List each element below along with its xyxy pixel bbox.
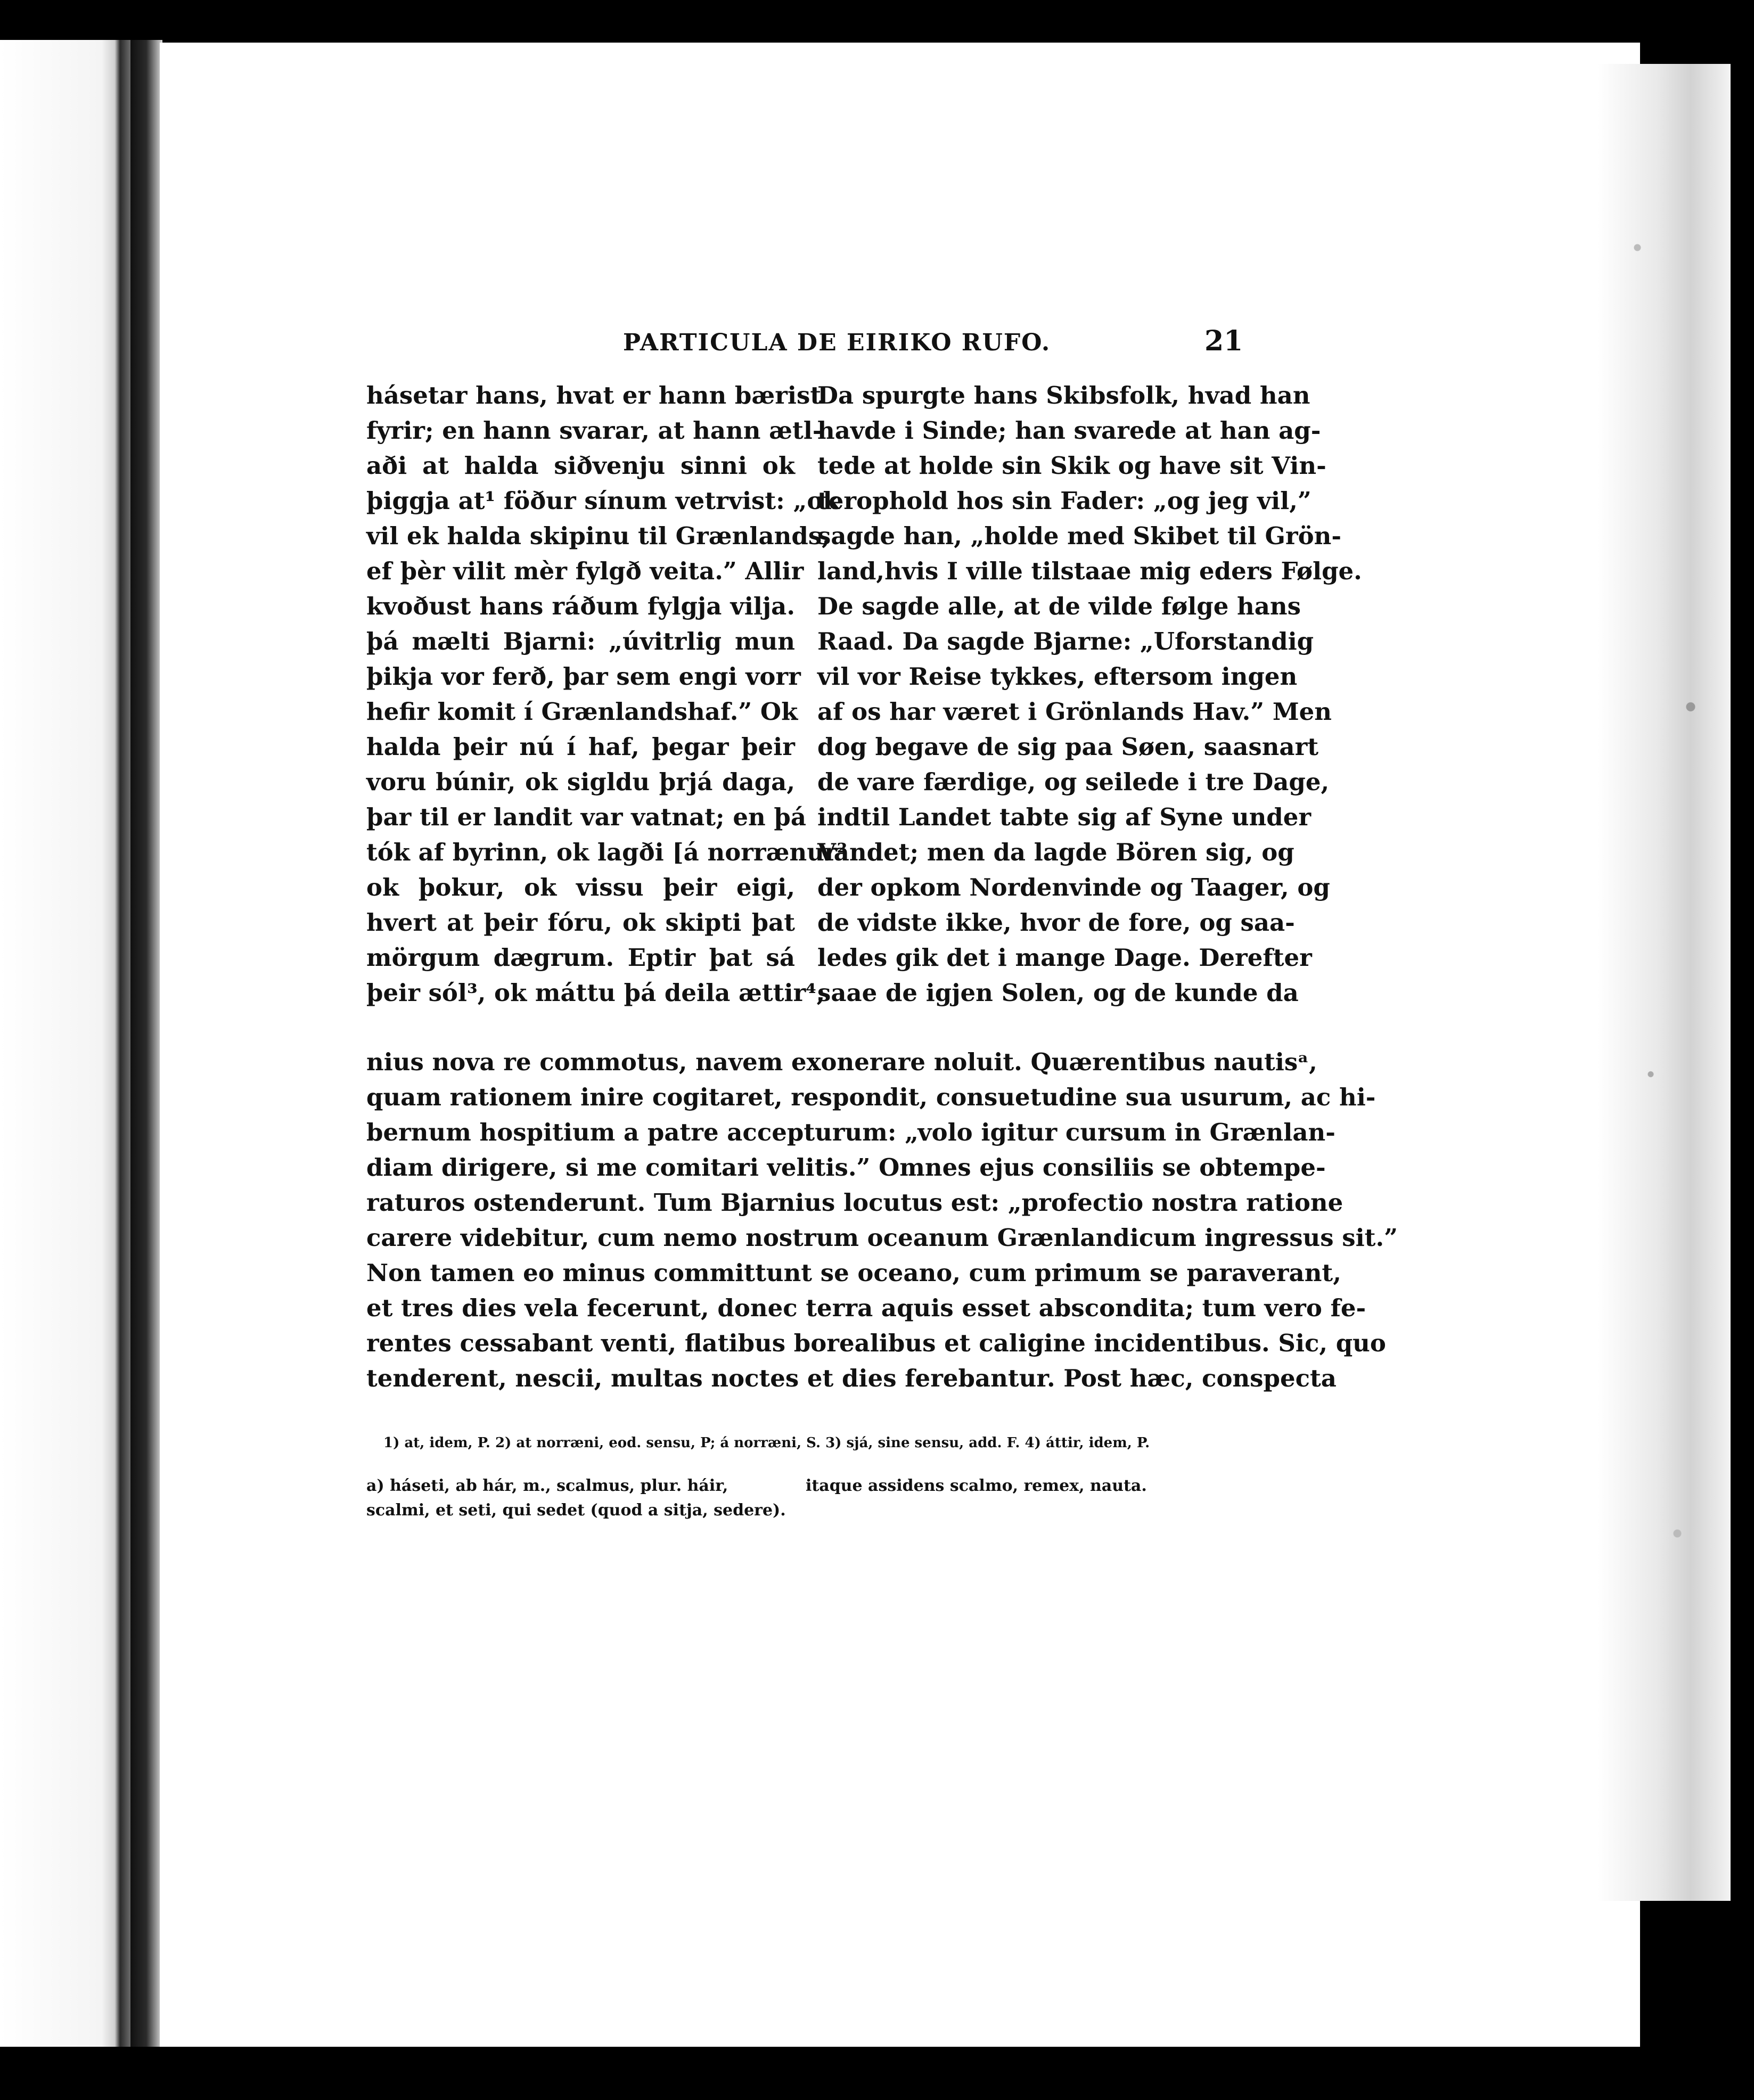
text-line: itaque assidens scalmo, remex, nauta.: [806, 1476, 1147, 1495]
text-line: ledes gik det i mange Dage. Derefter: [817, 944, 1312, 972]
danish-column: [817, 378, 1362, 1011]
text-line: tenderent, nescii, multas noctes et dies ferebantur. Post hæc, conspecta: [366, 1364, 1337, 1392]
text-line: rentes cessabant venti, flatibus borealibus et caligine incidentibus. Sic, quo: [366, 1329, 1386, 1357]
text-line: aði at halda siðvenju sinni ok: [366, 452, 795, 480]
text-line: diam dirigere, si me comitari velitis.” Omnes ejus consiliis se obtempe-: [366, 1153, 1326, 1182]
text-line: a) háseti, ab hár, m., scalmus, plur. háir,: [366, 1476, 728, 1495]
old-norse-column: [366, 378, 848, 1011]
text-line: kvoðust hans ráðum fylgja vilja.: [366, 592, 795, 620]
text-line: indtil Landet tabte sig af Syne under: [817, 803, 1312, 831]
text-line: tók af byrinn, ok lagði [á norrænur²: [366, 838, 848, 866]
text-line: þikja vor ferð, þar sem engi vorr: [366, 662, 801, 691]
variant-footnotes: 1) at, idem, P. 2) at norræni, eod. sensu, P; á norræni, S. 3) sjá, sine sensu, add. F. 4) áttir, idem, P.: [383, 1435, 1150, 1451]
text-line: vil vor Reise tykkes, eftersom ingen: [817, 662, 1298, 691]
text-line: bernum hospitium a patre accepturum: „volo igitur cursum in Grænlan-: [366, 1118, 1335, 1146]
page-number: 21: [1204, 325, 1243, 357]
text-line: de vare færdige, og seilede i tre Dage,: [817, 768, 1330, 796]
text-line: ok þokur, ok vissu þeir eigi,: [366, 873, 795, 901]
text-line: þar til er landit var vatnat; en þá: [366, 803, 806, 831]
text-line: fyrir; en hann svarar, at hann ætl-: [366, 416, 823, 445]
scan-frame-right: [1731, 40, 1754, 2047]
page-gutter-shadow: [130, 40, 162, 2047]
text-line: et tres dies vela fecerunt, donec terra aquis esset abscondita; tum vero fe-: [366, 1294, 1366, 1322]
text-line: þeir sól³, ok máttu þá deila ættir⁴;: [366, 979, 825, 1007]
text-line: sagde han, „holde med Skibet til Grön-: [817, 522, 1342, 550]
text-line: Vandet; men da lagde Bören sig, og: [817, 838, 1294, 866]
text-line: quam rationem inire cogitaret, respondit, consuetudine sua usurum, ac hi-: [366, 1083, 1376, 1111]
text-line: hvert at þeir fóru, ok skipti þat: [366, 908, 795, 937]
latin-translation: [366, 1045, 1398, 1396]
text-line: saae de igjen Solen, og de kunde da: [817, 979, 1299, 1007]
text-line: af os har været i Grönlands Hav.” Men: [817, 698, 1332, 726]
text-line: þá mælti Bjarni: „úvitrlig mun: [366, 627, 795, 655]
text-line: mörgum dægrum. Eptir þat sá: [366, 944, 795, 972]
page-right-margin: [1597, 64, 1731, 1901]
text-line: halda þeir nú í haf, þegar þeir: [366, 733, 795, 761]
text-line: hásetar hans, hvat er hann bærist: [366, 381, 822, 409]
text-line: dog begave de sig paa Søen, saasnart: [817, 733, 1319, 761]
text-line: carere videbitur, cum nemo nostrum oceanum Grænlandicum ingressus sit.”: [366, 1224, 1398, 1252]
text-line: Da spurgte hans Skibsfolk, hvad han: [817, 381, 1310, 409]
text-line: raturos ostenderunt. Tum Bjarnius locutus est: „profectio nostra ratione: [366, 1188, 1343, 1217]
text-line: havde i Sinde; han svarede at han ag-: [817, 416, 1321, 445]
text-line: voru búnir, ok sigldu þrjá daga,: [366, 768, 795, 796]
text-line: terophold hos sin Fader: „og jeg vil,”: [817, 487, 1312, 515]
scan-frame-top: [0, 0, 1754, 40]
running-title: PARTICULA DE EIRIKO RUFO.: [623, 329, 1051, 356]
text-line: ef þèr vilit mèr fylgð veita.” Allir: [366, 557, 804, 585]
text-line: þiggja at¹ föður sínum vetrvist: „ok: [366, 487, 840, 515]
text-line: vil ek halda skipinu til Grænlands,: [366, 522, 830, 550]
glossary-footnote-left: [366, 1474, 792, 1523]
text-line: der opkom Nordenvinde og Taager, og: [817, 873, 1330, 901]
previous-page-edge: [0, 40, 130, 2047]
text-line: De sagde alle, at de vilde følge hans: [817, 592, 1301, 620]
text-line: Non tamen eo minus committunt se oceano, cum primum se paraverant,: [366, 1259, 1341, 1287]
text-line: land,hvis I ville tilstaae mig eders Følge.: [817, 557, 1362, 585]
scan-frame-bottom: [0, 2047, 1754, 2100]
text-line: tede at holde sin Skik og have sit Vin-: [817, 452, 1326, 480]
text-line: nius nova re commotus, navem exonerare noluit. Quærentibus nautisᵃ,: [366, 1048, 1317, 1076]
text-line: scalmi, et seti, qui sedet (quod a sitja, sedere).: [366, 1501, 786, 1520]
text-line: Raad. Da sagde Bjarne: „Uforstandig: [817, 627, 1314, 655]
text-line: de vidste ikke, hvor de fore, og saa-: [817, 908, 1295, 937]
glossary-footnote-right: [806, 1474, 1232, 1498]
text-line: hefir komit í Grænlandshaf.” Ok: [366, 698, 798, 726]
